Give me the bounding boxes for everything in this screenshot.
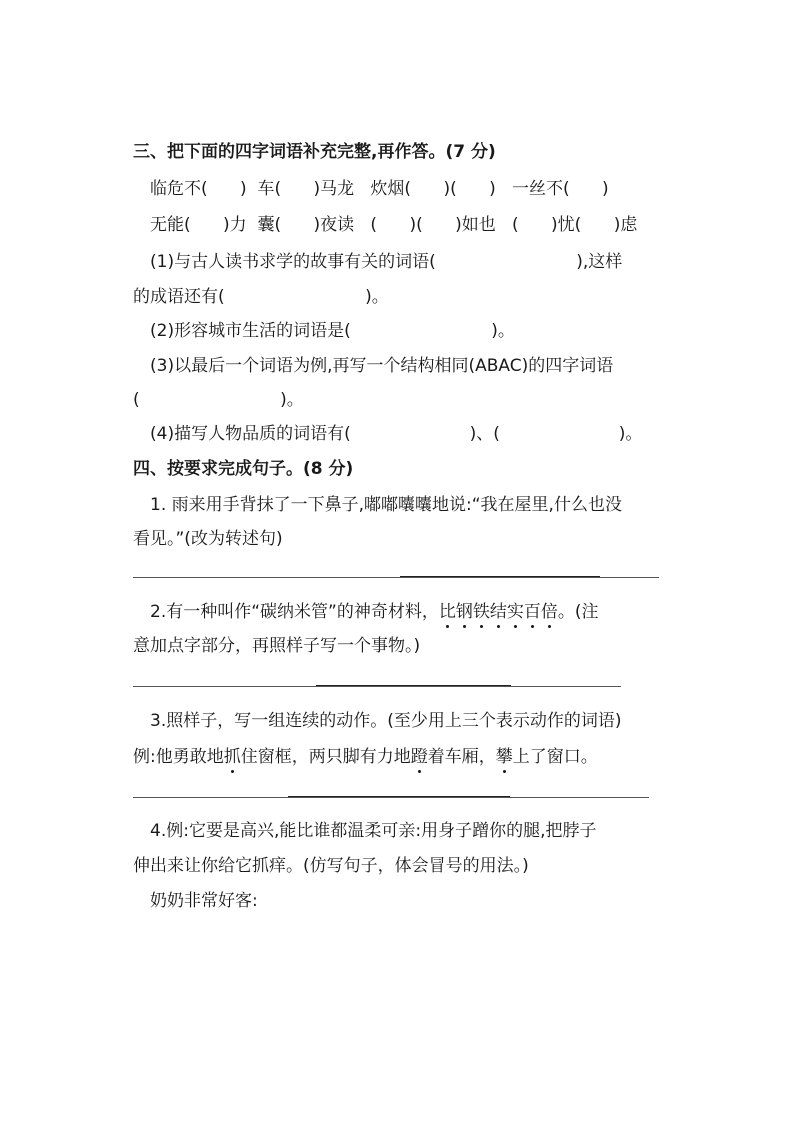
section4-question-3-example bbox=[133, 746, 598, 768]
answer-line-2[interactable] bbox=[133, 686, 621, 687]
section4-question-1-line-2: 看见。”(改为转述句) bbox=[133, 529, 283, 549]
section4-heading: 四、按要求完成句子。(8 分) bbox=[133, 459, 354, 479]
dotted-char: 铁 bbox=[472, 602, 490, 622]
section4-question-4-line-2: 伸出来让你给它抓痒。(仿写句子，体会冒号的用法。) bbox=[133, 856, 529, 876]
section3-heading: 三、把下面的四字词语补充完整,再作答。(7 分) bbox=[133, 142, 496, 162]
dotted-char: 百 bbox=[523, 602, 541, 622]
section3-question-1-line-2: 的成语还有( )。 bbox=[133, 287, 389, 307]
section3-question-2: (2)形容城市生活的词语是( )。 bbox=[150, 321, 515, 341]
section4-question-3-line-1: 3.照样子，写一组连续的动作。(至少用上三个表示动作的词语) bbox=[150, 711, 622, 731]
answer-line-3-accent bbox=[288, 796, 510, 797]
dotted-char: 实 bbox=[506, 602, 524, 622]
dotted-char: 蹬 bbox=[410, 747, 428, 767]
answer-line-2-accent bbox=[316, 685, 511, 686]
example-text: 上了窗口。 bbox=[512, 747, 598, 767]
answer-line-3[interactable] bbox=[133, 797, 649, 798]
section4-question-4-prompt: 奶奶非常好客: bbox=[150, 891, 258, 911]
section3-question-3-line-2: ( )。 bbox=[133, 390, 304, 410]
section4-question-2-line-1 bbox=[150, 601, 598, 623]
example-text: 着车厢， bbox=[427, 747, 496, 767]
example-text: 住窗框，两只脚有力地 bbox=[240, 747, 411, 767]
answer-line-1[interactable] bbox=[133, 577, 659, 578]
section3-question-4: (4)描写人物品质的词语有( )、( )。 bbox=[150, 424, 643, 444]
section3-question-3-line-1: (3)以最后一个词语为例,再写一个结构相同(ABAC)的四字词语 bbox=[150, 356, 614, 376]
dotted-char: 抓 bbox=[223, 747, 241, 767]
dotted-char: 结 bbox=[489, 602, 507, 622]
dotted-char: 倍 bbox=[540, 602, 558, 622]
section4-question-1-line-1: 1. 雨来用手背抹了一下鼻子,嘟嘟囔囔地说:“我在屋里,什么也没 bbox=[150, 495, 622, 515]
dotted-char: 钢 bbox=[455, 602, 473, 622]
section3-idiom-row-2: 无能( )力 囊( )夜读 ( )( )如也 ( )忧( )虑 bbox=[150, 215, 638, 235]
example-text: 例:他勇敢地 bbox=[133, 747, 224, 767]
answer-line-1-accent bbox=[400, 576, 600, 577]
section4-question-4-line-1: 4.例:它要是高兴,能比谁都温柔可亲:用身子蹭你的腿,把脖子 bbox=[150, 821, 597, 841]
dotted-char: 攀 bbox=[495, 747, 513, 767]
section4-question-2-line-2: 意加点字部分，再照样子写一个事物。) bbox=[133, 636, 421, 656]
dotted-char: 比 bbox=[438, 602, 456, 622]
question-2-suffix: 。(注 bbox=[557, 602, 599, 622]
question-2-prefix: 2.有一种叫作“碳纳米管”的神奇材料， bbox=[150, 602, 439, 622]
section3-question-1-line-1: (1)与古人读书求学的故事有关的词语( ),这样 bbox=[150, 252, 623, 272]
section3-idiom-row-1: 临危不( ) 车( )马龙 炊烟( )( ) 一丝不( ) bbox=[150, 179, 609, 199]
